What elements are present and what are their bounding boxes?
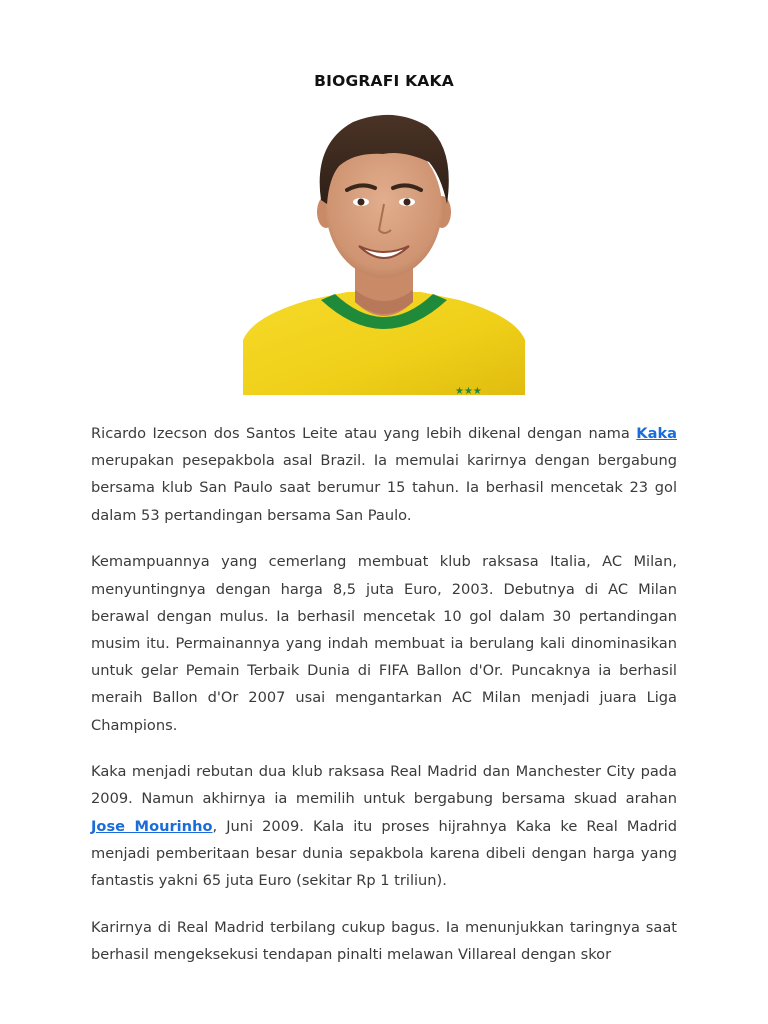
paragraph-3-rest: , Juni 2009. Kala itu proses hijrahnya Kaka ke Real Madrid menjadi pemberitaan besar dunia sepakbola karena dibeli dengan harga yang fantastis yakni 65 juta Euro (sekitar Rp 1 triliun). xyxy=(91,817,677,890)
paragraph-1 xyxy=(91,420,677,529)
document-body xyxy=(91,420,677,988)
jose-mourinho-link[interactable]: Jose Mourinho xyxy=(91,817,213,835)
svg-text:★★★: ★★★ xyxy=(455,386,482,395)
paragraph-3 xyxy=(91,758,677,894)
kaka-portrait-image xyxy=(243,104,525,395)
paragraph-2: Kemampuannya yang cemerlang membuat klub raksasa Italia, AC Milan, menyuntingnya dengan harga 8,5 juta Euro, 2003. Debutnya di AC Milan berawal dengan mulus. Ia berhasil mencetak 10 gol dalam 30 pertandingan musim itu. Permainannya yang indah membuat ia berulang kali dinominasikan untuk gelar Pemain Terbaik Dunia di FIFA Ballon d'Or. Puncaknya ia berhasil meraih Ballon d'Or 2007 usai mengantarkan AC Milan menjadi juara Liga Champions. xyxy=(91,553,677,734)
paragraph-1-lead: Ricardo Izecson dos Santos Leite atau yang lebih dikenal dengan nama xyxy=(91,425,637,442)
paragraph-3-lead: Kaka menjadi rebutan dua klub raksasa Real Madrid dan Manchester City pada 2009. Namun akhirnya ia memilih untuk bergabung bersama skuad arahan xyxy=(91,763,677,808)
paragraph-4: Karirnya di Real Madrid terbilang cukup bagus. Ia menunjukkan taringnya saat berhasil mengeksekusi tendapan pinalti melawan Villareal dengan skor xyxy=(91,918,677,963)
kaka-link[interactable]: Kaka xyxy=(636,425,677,442)
paragraph-1-rest: merupakan pesepakbola asal Brazil. Ia memulai karirnya dengan bergabung bersama klub San Paulo saat berumur 15 tahun. Ia berhasil mencetak 23 gol dalam 53 pertandingan bersama San Paulo. xyxy=(91,452,677,524)
document-title: BIOGRAFI KAKA xyxy=(314,72,454,90)
